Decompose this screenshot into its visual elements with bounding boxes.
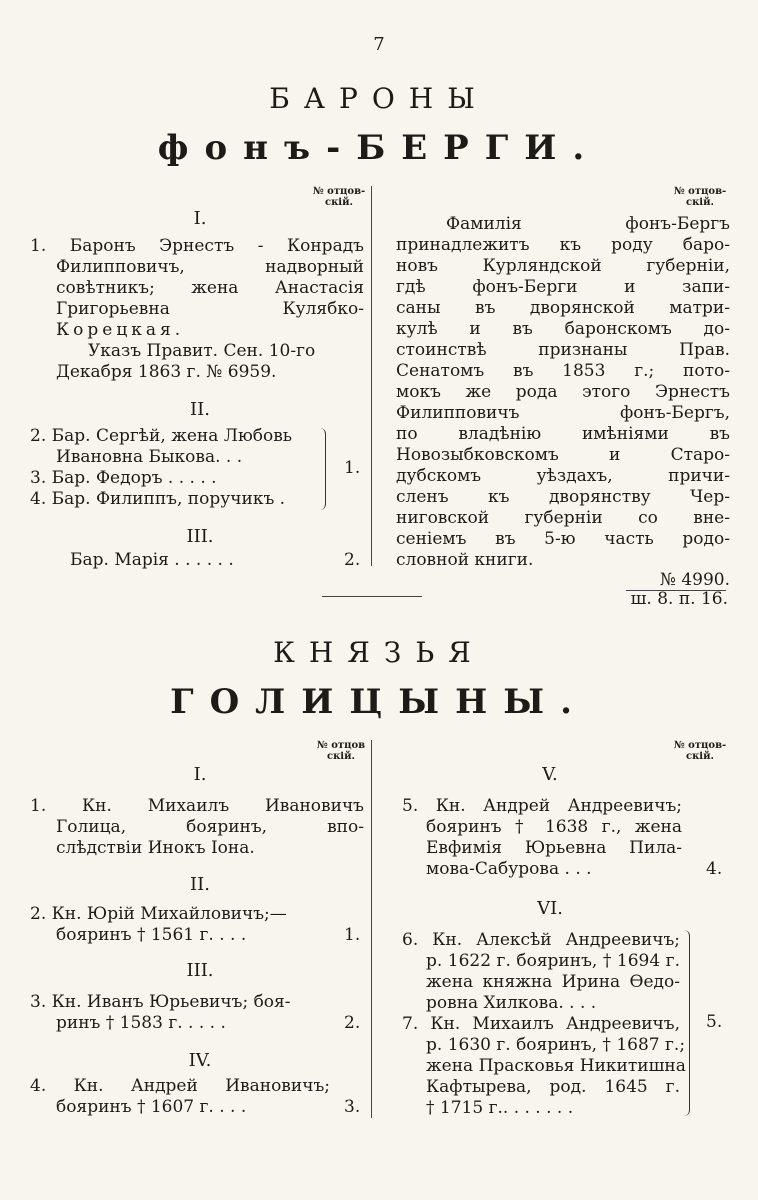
princes-column-divider <box>371 740 372 1118</box>
princes-section-4-numeral: IV. <box>188 1050 212 1071</box>
princes-section-1-numeral: I. <box>193 764 207 785</box>
berg-family-note: Фамилія фонъ-Бергъ принадлежитъ къ роду баро- новъ Курляндской губерніи, гдѣ фонъ-Берги и запи- саны въ дворянской матри- кулѣ и въ баронскомъ до- стоинствѣ признаны Прав. Сенатомъ въ 1853 г.; пото- мокъ же рода этого Эрнестъ Филипповичъ фонъ-Бергъ, по владѣнію имѣніями въ Новозыбковскомъ и Старо- дубскомъ уѣздахъ, причи- сленъ къ дворянству Чер- ниговской губерніи со вне- сеніемъ въ 5-ю часть родо- словной книги. <box>396 214 730 570</box>
file-number: № 4990. <box>659 570 730 590</box>
page-number: 7 <box>373 34 385 55</box>
prince-entry-4-ref: 3. <box>344 1097 361 1117</box>
princes-left-col-header: № отцов скій. <box>316 740 366 762</box>
prince-entry-5-ref: 4. <box>706 859 723 879</box>
princes-rank-heading: КНЯЗЬЯ <box>273 636 485 669</box>
princes-section-5-numeral: V. <box>542 764 558 785</box>
prince-entry-5: 5. Кн. Андрей Андреевичъ; бояринъ † 1638 г., жена Евфимія Юрьевна Пила- мова-Сабурова . . . <box>402 796 682 879</box>
princes-section-6-numeral: VI. <box>537 898 563 919</box>
prince-entry-4: 4. Кн. Андрей Ивановичъ; бояринъ † 1607 г. . . . <box>30 1076 330 1117</box>
princes-right-col-header: № отцов- скій. <box>673 740 727 762</box>
princes-section-3-numeral: III. <box>186 960 214 981</box>
berg-family-heading: фонъ-БЕРГИ. <box>157 128 601 168</box>
prince-entries-6-7-ref: 5. <box>706 1012 723 1032</box>
princes-section-2-numeral: II. <box>190 874 210 895</box>
baron-entry-maria-ref: 2. <box>344 550 361 570</box>
barons-column-divider <box>371 186 372 566</box>
baron-entries-2-4-ref: 1. <box>344 458 361 478</box>
barons-left-col-header: № отцов- скій. <box>312 186 366 208</box>
baron-entry-maria: Бар. Марія . . . . . . <box>70 550 234 570</box>
section-separator-rule <box>322 596 422 597</box>
barons-section-2-numeral: II. <box>190 399 210 420</box>
barons-rank-heading: БАРОНЫ <box>269 82 489 115</box>
barons-section-1-numeral: I. <box>193 208 207 229</box>
prince-entry-2: 2. Кн. Юрій Михайловичъ;— бояринъ † 1561 г. . . . <box>30 904 287 945</box>
shelf-reference: ш. 8. п. 16. <box>630 589 728 609</box>
barons-section-3-numeral: III. <box>186 526 214 547</box>
prince-entry-1: 1. Кн. Михаилъ Ивановичъ Голица, бояринъ, впо- слѣдствіи Инокъ Іона. <box>30 796 364 858</box>
barons-right-col-header: № отцов- скій. <box>673 186 727 208</box>
prince-entries-6-7-brace <box>682 930 690 1116</box>
prince-entry-3: 3. Кн. Иванъ Юрьевичъ; боя- ринъ † 1583 г. . . . . <box>30 992 291 1033</box>
prince-entry-3-ref: 2. <box>344 1013 361 1033</box>
prince-entry-2-ref: 1. <box>344 925 361 945</box>
baron-entries-2-4: 2. Бар. Сергѣй, жена Любовь Ивановна Быкова. . . 3. Бар. Федоръ . . . . . 4. Бар. Филиппъ, поручикъ . <box>30 426 293 509</box>
golitsyn-family-heading: ГОЛИЦЫНЫ. <box>170 682 588 722</box>
prince-entries-6-7: 6. Кн. Алексѣй Андреевичъ; р. 1622 г. бояринъ, † 1694 г. жена княжна Ирина Ѳедо- ровна Хилкова. . . . 7. Кн. Михаилъ Андреевичъ, р. 1630 г. бояринъ, † 1687 г.; жена Прасковья Никитишна Кафтырева, род. 1645 г. † 1715 г.. . . . . . . <box>402 930 686 1118</box>
baron-entry-1: 1. Баронъ Эрнестъ - Конрадъ Филипповичъ, надворный совѣтникъ; жена Анастасія Григорьевна Кулябко- Корецкая. Указъ Правит. Сен. 10-го Декабря 1863 г. № 6959. <box>30 236 364 382</box>
baron-entries-brace <box>318 428 326 510</box>
